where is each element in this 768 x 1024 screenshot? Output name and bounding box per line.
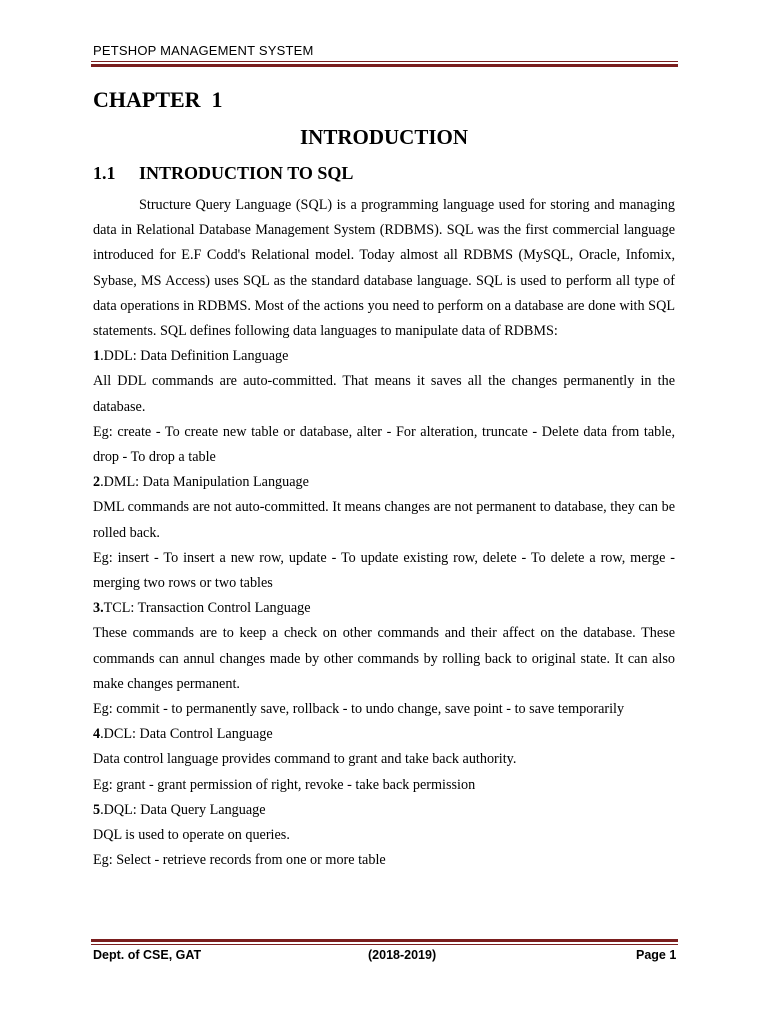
- section-number: 1.1: [93, 163, 116, 183]
- language-description-tcl: These commands are to keep a check on other commands and their affect on the database. These commands can annul changes made by other commands by rolling back to original state. It can also make changes permanent.: [93, 625, 675, 692]
- body-text: [93, 193, 675, 873]
- running-header: PETSHOP MANAGEMENT SYSTEM: [93, 43, 314, 58]
- footer-department: Dept. of CSE, GAT: [93, 948, 202, 962]
- language-name: TCL: Transaction Control Language: [103, 600, 311, 617]
- section-heading: [93, 163, 353, 184]
- chapter-title: INTRODUCTION: [299, 125, 469, 149]
- language-number: 2: [93, 474, 101, 491]
- intro-paragraph: Structure Query Language (SQL) is a programming language used for storing and managing data in Relational Database Management System (RDBMS). SQL was the first commercial language introduced for E.F Codd's Relational model. Today almost all RDBMS (MySQL, Oracle, Infomix, Sybase, MS Access) uses SQL as the standard database language. SQL is used to perform all type of data operations in RDBMS. Most of the actions you need to perform on a database are done with SQL statements. SQL defines following data languages to manipulate data of RDBMS:: [93, 197, 675, 340]
- language-name: .DQL: Data Query Language: [100, 801, 266, 818]
- language-heading-tcl: [93, 596, 675, 621]
- language-example-dql: Eg: Select - retrieve records from one or more table: [93, 852, 386, 869]
- language-heading-ddl: [93, 344, 675, 369]
- language-heading-dcl: [93, 722, 675, 747]
- language-example-tcl: Eg: commit - to permanently save, rollback - to undo change, save point - to save temporarily: [93, 701, 625, 718]
- section-title: INTRODUCTION TO SQL: [139, 163, 354, 183]
- language-number: 5: [93, 801, 101, 818]
- language-name: .DML: Data Manipulation Language: [100, 474, 309, 491]
- language-name: .DDL: Data Definition Language: [100, 348, 289, 365]
- language-description-dql: DQL is used to operate on queries.: [93, 827, 290, 844]
- language-heading-dql: [93, 798, 675, 823]
- language-name: .DCL: Data Control Language: [100, 726, 273, 743]
- language-example-ddl: Eg: create - To create new table or database, alter - For alteration, truncate - Delete data from table, drop - To drop a table: [93, 423, 675, 466]
- chapter-label: CHAPTER 1: [93, 87, 223, 112]
- language-heading-dml: [93, 470, 675, 495]
- language-number: 3.: [93, 600, 104, 617]
- language-number: 1: [93, 348, 101, 365]
- footer-rule: [91, 944, 678, 945]
- language-description-dml: DML commands are not auto-committed. It means changes are not permanent to database, they can be rolled back.: [93, 499, 675, 541]
- language-description-dcl: Data control language provides command to grant and take back authority.: [93, 751, 517, 768]
- language-description-ddl: All DDL commands are auto-committed. That means it saves all the changes permanently in the database.: [93, 373, 675, 415]
- language-number: 4: [93, 726, 101, 743]
- header-rule: [91, 61, 678, 62]
- footer-year: (2018-2019): [368, 948, 437, 962]
- header-rule-thick: [91, 64, 678, 67]
- language-example-dml: Eg: insert - To insert a new row, update - To update existing row, delete - To delete a row, merge - merging two rows or two tables: [93, 549, 675, 592]
- language-example-dcl: Eg: grant - grant permission of right, revoke - take back permission: [93, 776, 476, 793]
- footer-page-number: Page 1: [636, 948, 677, 962]
- footer-rule-thick: [91, 939, 678, 942]
